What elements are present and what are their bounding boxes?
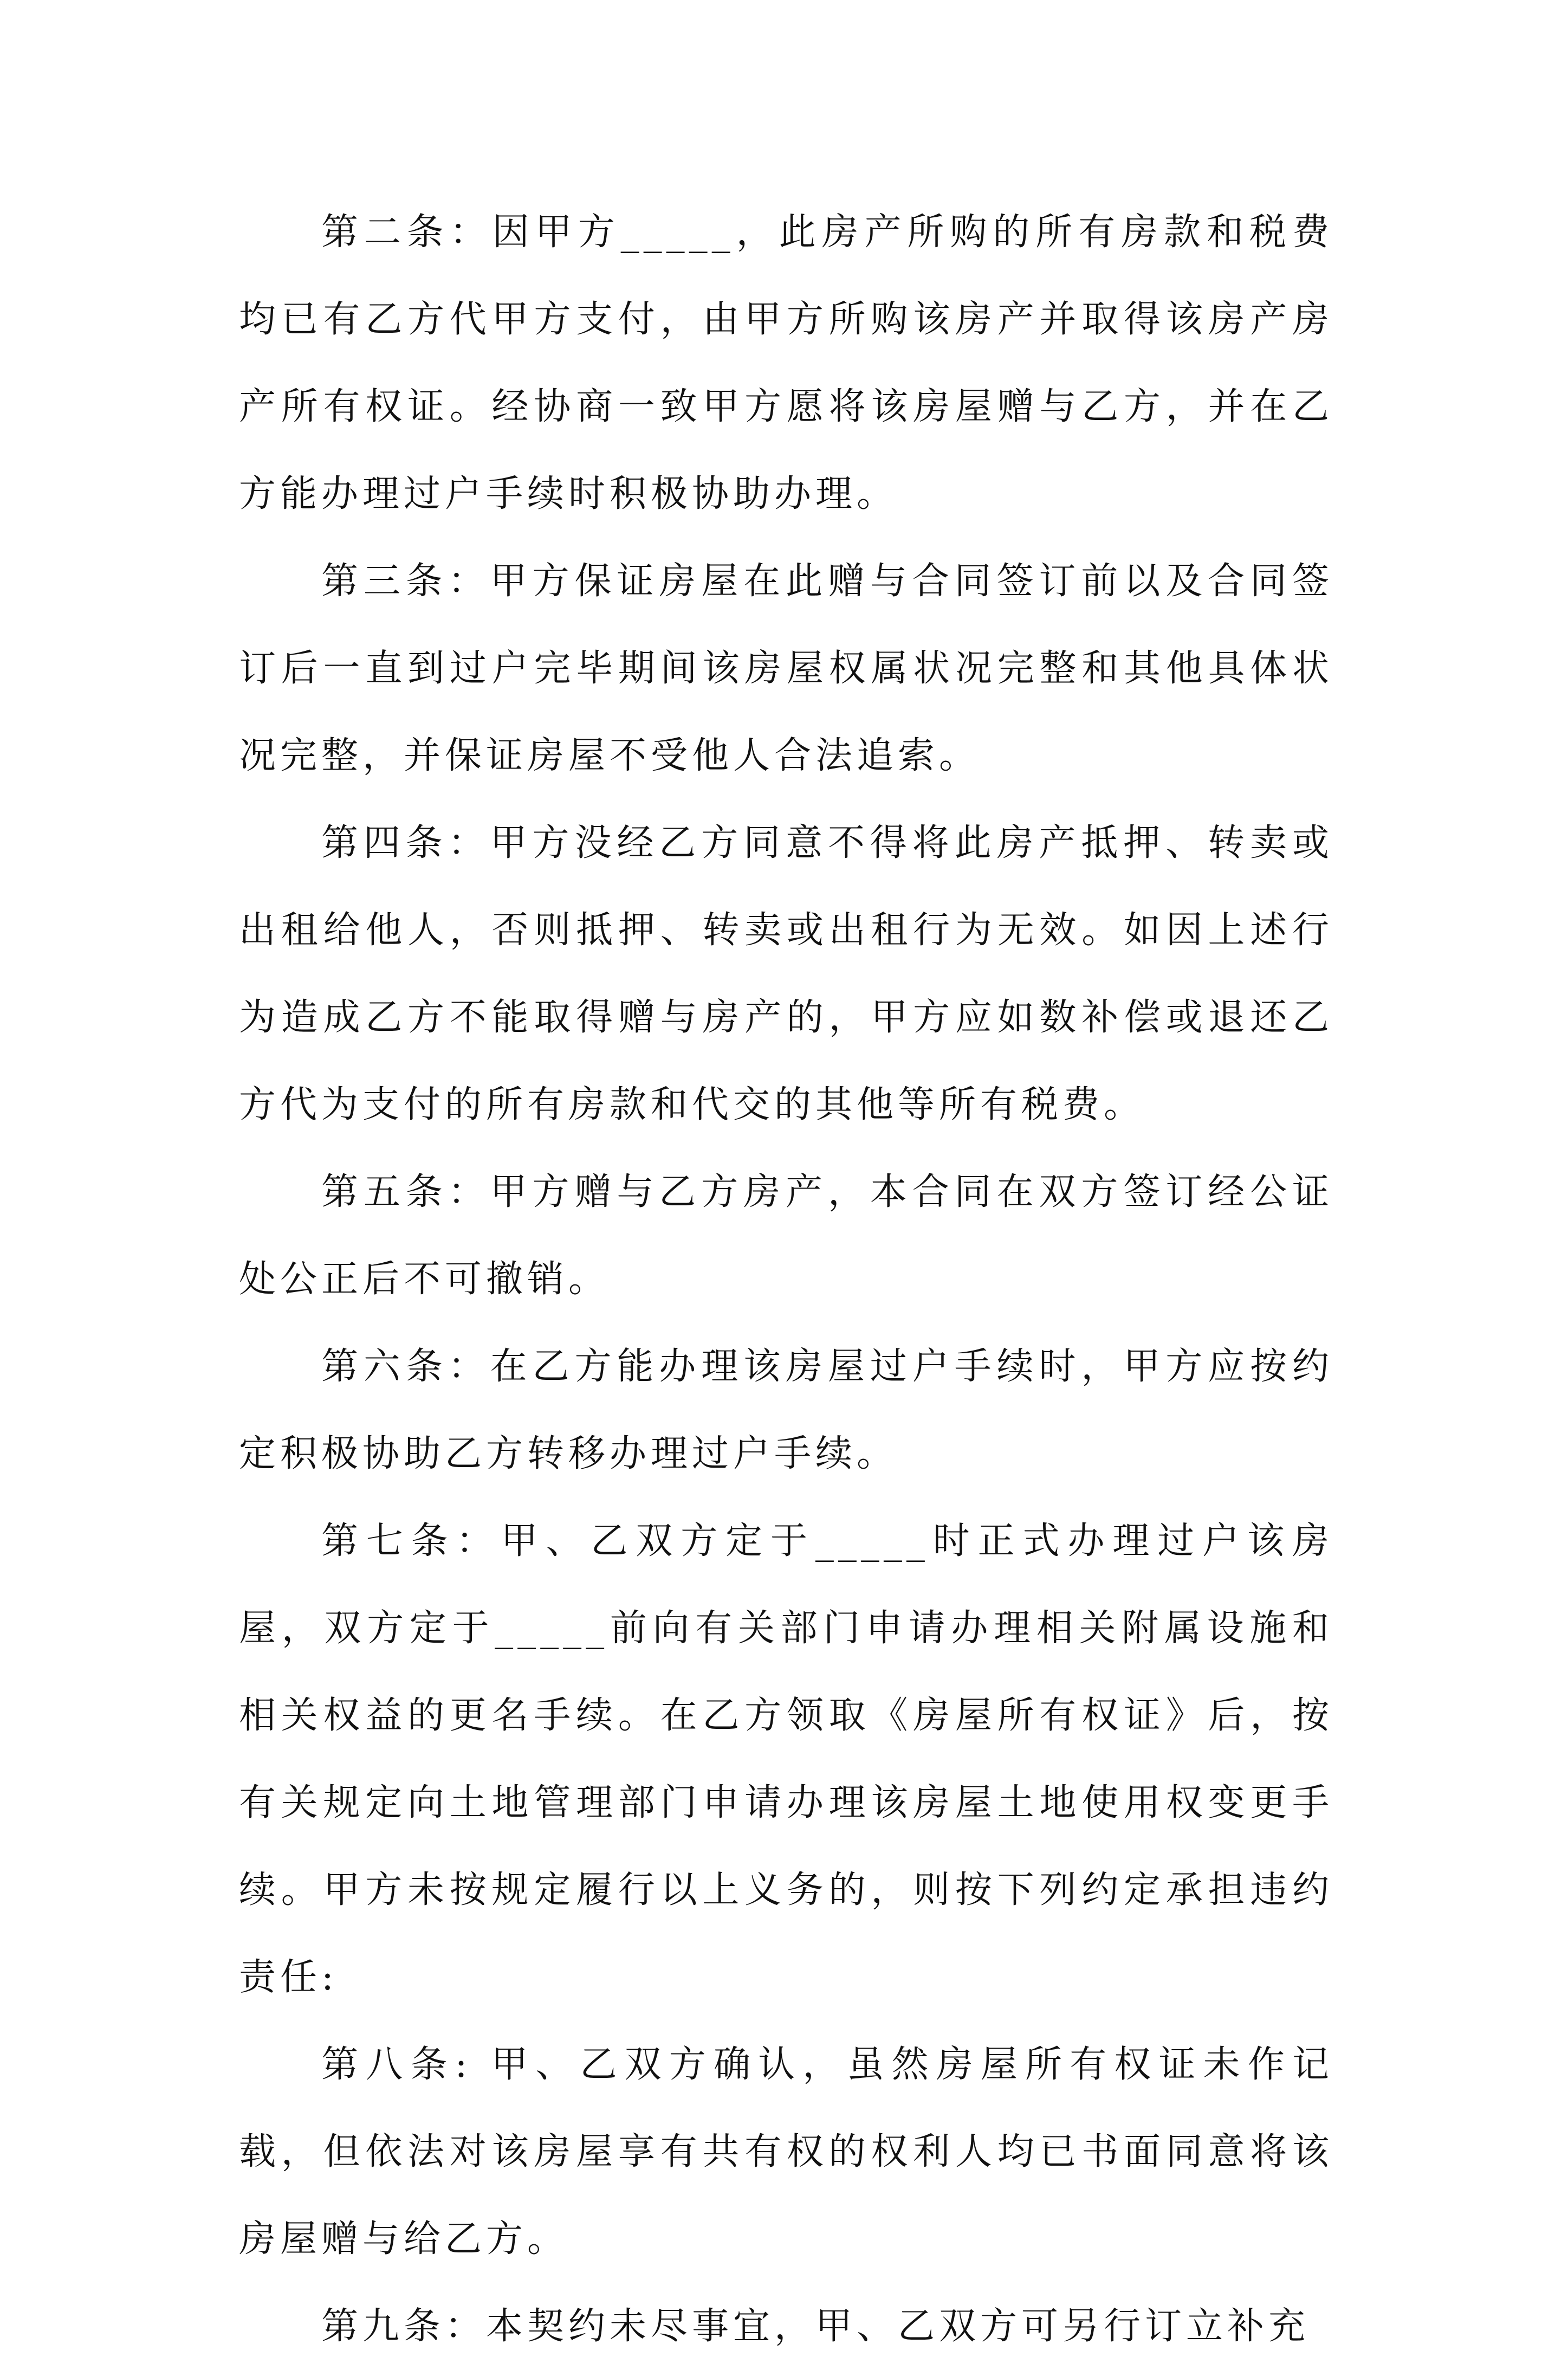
article-2: 第二条：因甲方_____，此房产所购的所有房款和税费均已有乙方代甲方支付，由甲方所购该房产并取得该房产房产所有权证。经协商一致甲方愿将该房屋赠与乙方，并在乙方能办理过户手续时积极协助办理。	[239, 211, 1333, 515]
article-4: 第四条：甲方没经乙方同意不得将此房产抵押、转卖或出租给他人，否则抵押、转卖或出租行为无效。如因上述行为造成乙方不能取得赠与房产的，甲方应如数补偿或退还乙方代为支付的所有房款和代交的其他等所有税费。	[239, 822, 1333, 1126]
article-3: 第三条：甲方保证房屋在此赠与合同签订前以及合同签订后一直到过户完毕期间该房屋权属状况完整和其他具体状况完整，并保证房屋不受他人合法追索。	[239, 560, 1333, 777]
article-5: 第五条：甲方赠与乙方房产，本合同在双方签订经公证处公正后不可撤销。	[239, 1171, 1333, 1301]
document-body	[239, 189, 1333, 2370]
article-6: 第六条：在乙方能办理该房屋过户手续时，甲方应按约定积极协助乙方转移办理过户手续。	[239, 1345, 1333, 1475]
article-9: 第九条：本契约未尽事宜，甲、乙双方可另行订立补充	[321, 2305, 1310, 2348]
article-8: 第八条: 甲、乙双方确认，虽然房屋所有权证未作记载，但依法对该房屋享有共有权的权利人均已书面同意将该房屋赠与给乙方。	[239, 2043, 1333, 2261]
article-7: 第七条：甲、乙双方定于_____时正式办理过户该房屋，双方定于_____前向有关部门申请办理相关附属设施和相关权益的更名手续。在乙方领取《房屋所有权证》后，按有关规定向土地管理部门申请办理该房屋土地使用权变更手续。甲方未按规定履行以上义务的，则按下列约定承担违约责任:	[239, 1520, 1333, 1999]
